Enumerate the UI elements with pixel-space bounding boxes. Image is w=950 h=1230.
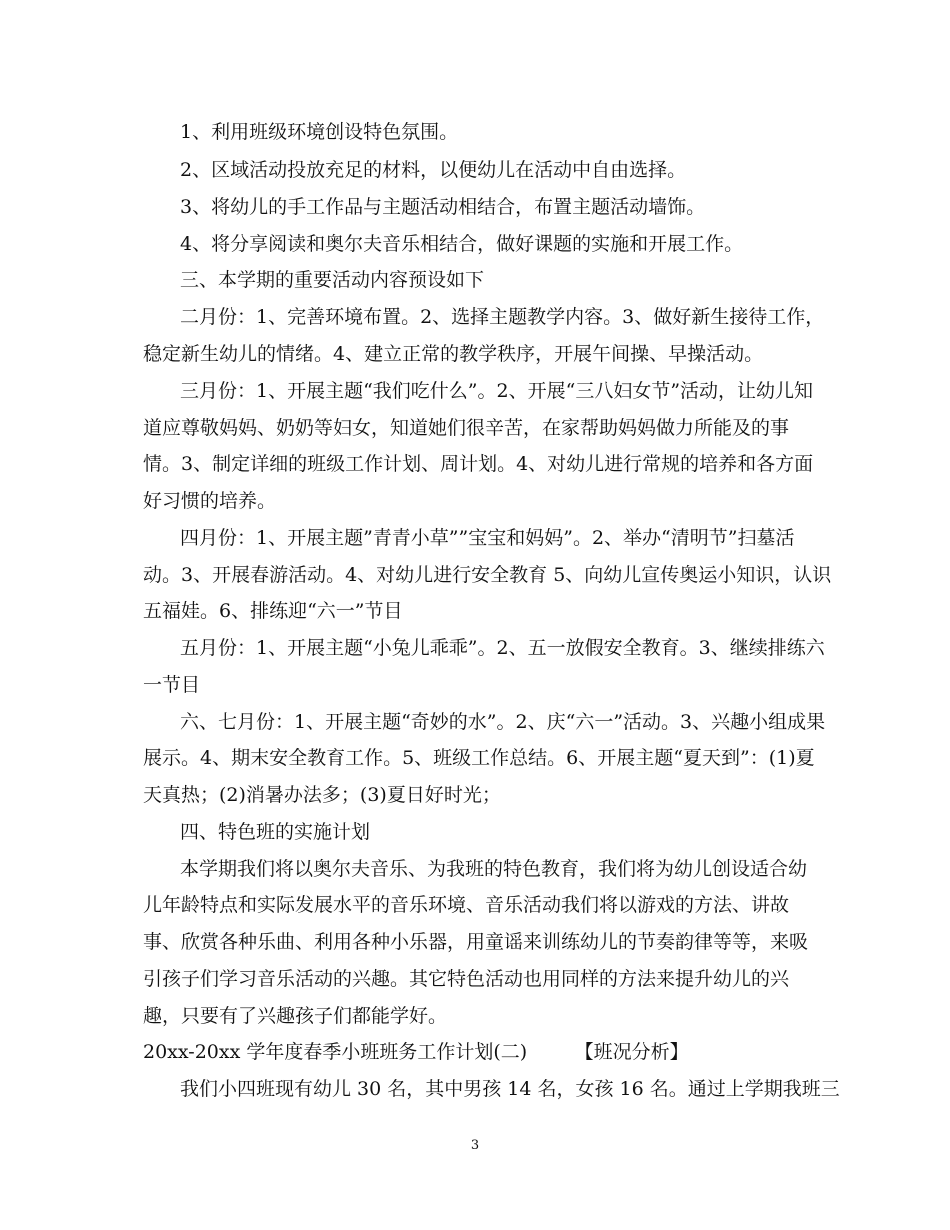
- text-line-april-2: 动。3、开展春游活动。4、对幼儿进行安全教育 5、向幼儿宣传奥运小知识，认识: [143, 564, 832, 586]
- text-line-june-july-2: 展示。4、期末安全教育工作。5、班级工作总结。6、开展主题“夏天到”：(1)夏: [143, 747, 815, 769]
- text-line-april-3: 五福娃。6、排练迎“六一”节目: [143, 600, 403, 622]
- text-line-february-2: 稳定新生幼儿的情绪。4、建立正常的教学秩序，开展午间操、早操活动。: [143, 343, 764, 365]
- text-line-may-1: 五月份：1、开展主题“小兔儿乖乖”。2、五一放假安全教育。3、继续排练六: [180, 637, 825, 659]
- text-line-february-1: 二月份：1、完善环境布置。2、选择主题教学内容。3、做好新生接待工作，: [180, 306, 825, 328]
- text-line-april-1: 四月份：1、开展主题”青青小草””宝宝和妈妈”。2、举办“清明节”扫墓活: [180, 527, 795, 549]
- page-number: 3: [470, 1138, 480, 1153]
- text-line-4: 4、将分享阅读和奥尔夫音乐相结合，做好课题的实施和开展工作。: [180, 233, 744, 255]
- text-line-2: 2、区域活动投放充足的材料，以便幼儿在活动中自由选择。: [180, 159, 687, 181]
- text-line-1: 1、利用班级环境创设特色氛围。: [180, 121, 459, 143]
- text-line-special-2: 儿年龄特点和实际发展水平的音乐环境、音乐活动我们将以游戏的方法、讲故: [143, 894, 790, 916]
- section-heading-activities: 三、本学期的重要活动内容预设如下: [180, 269, 485, 291]
- text-line-special-5: 趣，只要有了兴趣孩子们都能学好。: [143, 1005, 448, 1027]
- text-line-march-4: 好习惯的培养。: [143, 490, 277, 512]
- text-line-special-1: 本学期我们将以奥尔夫音乐、为我班的特色教育，我们将为幼儿创设适合幼: [180, 858, 808, 880]
- text-line-march-3: 情。3、制定详细的班级工作计划、周计划。4、对幼儿进行常规的培养和各方面: [143, 453, 814, 475]
- text-line-march-1: 三月份：1、开展主题“我们吃什么”。2、开展“三八妇女节”活动，让幼儿知: [180, 380, 814, 402]
- text-line-special-3: 事、欣赏各种乐曲、利用各种小乐器，用童谣来训练幼儿的节奏韵律等等，来吸: [143, 931, 809, 953]
- section-heading-special-class: 四、特色班的实施计划: [180, 821, 371, 843]
- text-line-special-4: 引孩子们学习音乐活动的兴趣。其它特色活动也用同样的方法来提升幼儿的兴: [143, 968, 790, 990]
- text-line-may-2: 一节目: [143, 674, 201, 696]
- text-line-3: 3、将幼儿的手工作品与主题活动相结合，布置主题活动墙饰。: [180, 196, 706, 218]
- text-line-june-july-3: 天真热；(2)消暑办法多；(3)夏日好时光；: [143, 784, 501, 806]
- text-line-june-july-1: 六、七月份：1、开展主题“奇妙的水”。2、庆“六一”活动。3、兴趣小组成果: [180, 711, 826, 733]
- document-title-line: 20xx-20xx 学年度春季小班班务工作计划(二) 【班况分析】: [143, 1041, 689, 1063]
- text-line-class-analysis: 我们小四班现有幼儿 30 名，其中男孩 14 名，女孩 16 名。通过上学期我班三: [180, 1078, 840, 1100]
- text-line-march-2: 道应尊敬妈妈、奶奶等妇女，知道她们很辛苦，在家帮助妈妈做力所能及的事: [143, 417, 790, 439]
